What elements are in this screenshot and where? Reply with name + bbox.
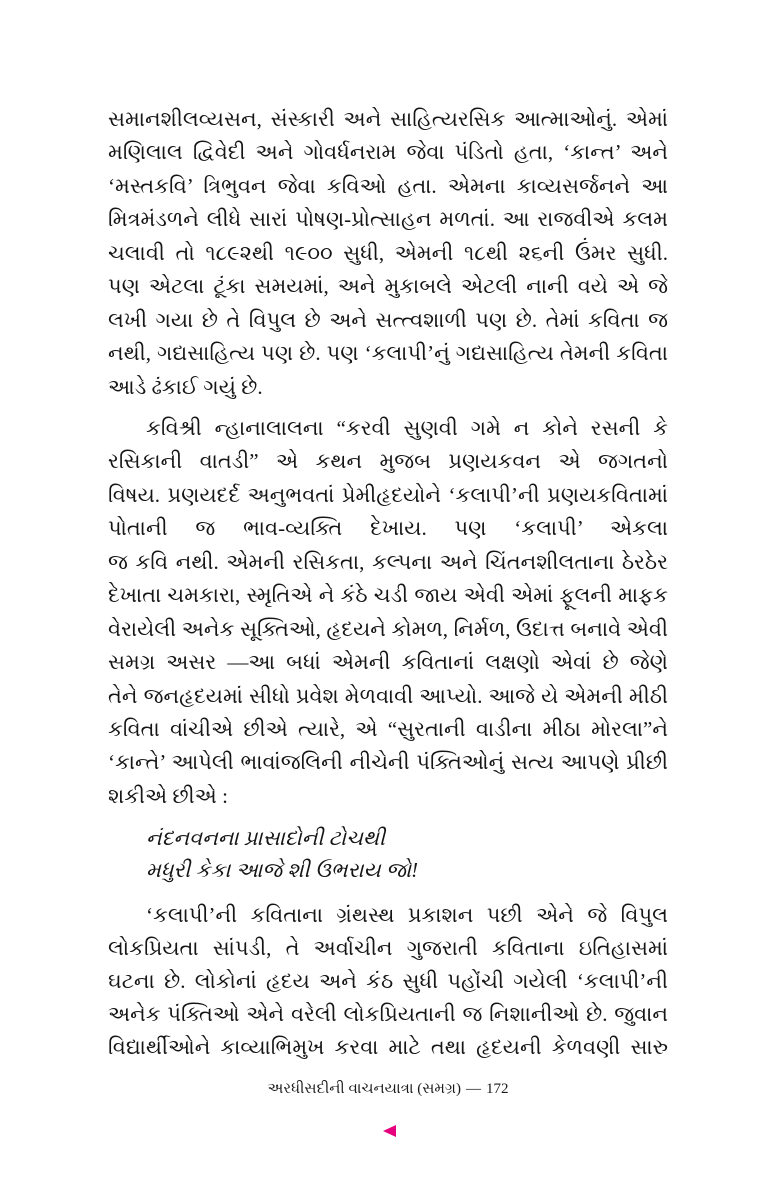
footer-separator: —: [465, 1081, 481, 1097]
page-footer: [0, 1078, 776, 1100]
body-text-line: ‘કલાપી’ની કવિતાના ગ્રંથસ્થ પ્રકાશન પછી એને જે વિપુલ: [146, 903, 668, 927]
body-text-line: શકીએ છીએ :: [108, 783, 228, 808]
body-text-line: લખી ગયા છે તે વિપુલ છે અને સત્ત્વશાળી પણ છે. તેમાં કવિતા જ: [108, 307, 668, 332]
body-text-line: કવિતા વાંચીએ છીએ ત્યારે, એ “સુરતાની વાડીના મીઠા મોરલા”ને: [108, 716, 668, 741]
previous-page-icon[interactable]: [383, 1125, 396, 1137]
page-number: 172: [485, 1081, 509, 1097]
body-text-line: વિષય. પ્રણયદર્દ અનુભવતાં પ્રેમીહૃદયોને ‘કલાપી’ની પ્રણયકવિતામાં: [108, 482, 668, 507]
paragraph-2: [108, 412, 668, 813]
body-text-line: સમગ્ર અસર —આ બધાં એમની કવિતાનાં લક્ષણો એવાં છે જેણે: [108, 650, 668, 675]
body-text-line: ‘કાન્તે’ આપેલી ભાવાંજલિની નીચેની પંક્તિઓનું સત્ય આપણે પ્રીછી: [108, 750, 668, 775]
poem-quote: [108, 822, 668, 886]
quote-line: નંદનવનના પ્રાસાદોની ટોચથી: [146, 826, 386, 850]
body-text-line: ચલાવી તો ૧૮૯૨થી ૧૯૦૦ સુધી, એમની ૧૮થી ૨૬ની ઉંમર સુધી.: [108, 240, 668, 265]
body-text-line: રસિકાની વાતડી” એ કથન મુજબ પ્રણયકવન એ જગતનો: [108, 449, 668, 474]
body-text-line: કવિશ્રી ન્હાનાલાલના “કરવી સુણવી ગમે ન કોને રસની કે: [146, 416, 668, 440]
body-text-line: મિત્રમંડળને લીધે સારાં પોષણ-પ્રોત્સાહન મળતાં. આ રાજવીએ કલમ: [108, 207, 668, 232]
body-text-line: પણ એટલા ટૂંકા સમયમાં, અને મુકાબલે એટલી નાની વયે એ જે: [108, 274, 668, 299]
quote-line: મધુરી કેકા આજે શી ઉભરાય જો!: [146, 858, 419, 882]
body-text-line: આડે ઢંકાઈ ગયું છે.: [108, 374, 263, 399]
body-text-line: દેખાતા ચમકારા, સ્મૃતિએ ને કંઠે ચડી જાય એવી એમાં ફૂલની માફક: [108, 583, 668, 608]
body-text-line: પોતાની જ ભાવ-વ્યક્તિ દેખાય. પણ ‘કલાપી’ એકલા: [108, 516, 668, 541]
body-text-line: ઘટના છે. લોકોનાં હૃદય અને કંઠ સુધી પહોંચી ગયેલી ‘કલાપી’ની: [108, 969, 668, 993]
body-text-line: નથી, ગદ્યસાહિત્ય પણ છે. પણ ‘કલાપી’નું ગદ્યસાહિત્ય તેમની કવિતા: [108, 341, 668, 366]
body-text-line: વેરાયેલી અનેક સૂક્તિઓ, હૃદયને કોમળ, નિર્મળ, ઉદાત્ત બનાવે એવી: [108, 616, 668, 641]
body-text-line: લોકપ્રિયતા સાંપડી, તે અર્વાચીન ગુજરાતી કવિતાના ઇતિહાસમાં: [108, 936, 668, 960]
body-text-line: અનેક પંક્તિઓ એને વરેલી લોકપ્રિયતાની જ નિશાનીઓ છે. જુવાન: [108, 1002, 668, 1026]
paragraph-3: [108, 899, 668, 1064]
paragraph-1: [108, 103, 668, 404]
body-text-line: મણિલાલ દ્વિવેદી અને ગોવર્ધનરામ જેવા પંડિતો હતા, ‘કાન્ત’ અને: [108, 140, 668, 165]
body-text-line: ‘મસ્તકવિ’ ત્રિભુવન જેવા કવિઓ હતા. એમના કાવ્યસર્જનને આ: [108, 173, 668, 198]
body-text-line: જ કવિ નથી. એમની રસિકતા, કલ્પના અને ચિંતનશીલતાના ઠેરઠેર: [108, 549, 668, 574]
body-text-line: તેને જનહૃદયમાં સીધો પ્રવેશ મેળવાવી આપ્યો. આજે યે એમની મીઠી: [108, 683, 668, 708]
footer-book-title: અરધીસદીની વાચનયાત્રા (સમગ્ર): [267, 1081, 461, 1097]
body-text-line: વિદ્યાર્થીઓને કાવ્યાભિમુખ કરવા માટે તથા હૃદયની કેળવણી સારુ: [108, 1035, 668, 1059]
body-text-line: સમાનશીલવ્યસન, સંસ્કારી અને સાહિત્યરસિક આત્માઓનું. એમાં: [108, 107, 668, 131]
